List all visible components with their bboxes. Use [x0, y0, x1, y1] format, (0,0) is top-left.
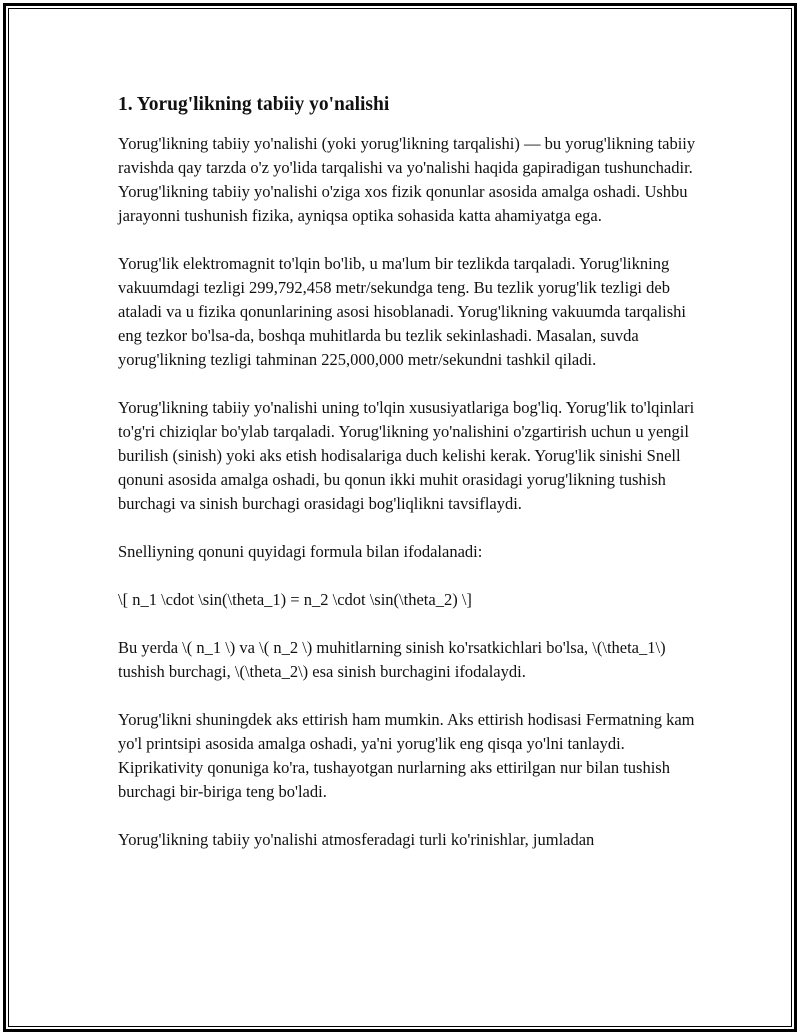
document-body — [118, 92, 698, 876]
paragraph-formula-explanation: Bu yerda \( n_1 \) va \( n_2 \) muhitlarning sinish ko'rsatkichlari bo'lsa, \(\theta_1\) tushish burchagi, \(\theta_2\) esa sinish burchagini ifodalaydi. — [118, 638, 666, 681]
paragraph-light-speed: Yorug'lik elektromagnit to'lqin bo'lib, u ma'lum bir tezlikda tarqaladi. Yorug'likning vakuumdagi tezligi 299,792,458 metr/sekundga teng. Bu tezlik yorug'lik tezligi deb ataladi va u fizika qonunlarining asosi hisoblanadi. Yorug'likning vakuumda tarqalishi eng tezkor bo'lsa-da, boshqa muhitlarda bu tezlik sekinlashadi. Masalan, suvda yorug'likning tezligi tahminan 225,000,000 metr/sekundni tashkil qiladi. — [118, 254, 687, 369]
paragraph-reflection: Yorug'likni shuningdek aks ettirish ham mumkin. Aks ettirish hodisasi Fermatning kam yo'l printsipi asosida amalga oshadi, ya'ni yorug'lik eng qisqa yo'lni tanlaydi. Kiprikativity qonuniga ko'ra, tushayotgan nurlarning aks ettirilgan nur bilan tushish burchagi bir-biriga teng bo'ladi. — [118, 710, 695, 801]
section-heading: 1. Yorug'likning tabiiy yo'nalishi — [118, 94, 390, 115]
paragraph-intro: Yorug'likning tabiiy yo'nalishi (yoki yorug'likning tarqalishi) — bu yorug'likning tabiiy ravishda qay tarzda o'z yo'lida tarqalishi va yo'nalishi haqida gapiradigan tushunchadir. Yorug'likning tabiiy yo'nalishi o'ziga xos fizik qonunlar asosida amalga oshadi. Ushbu jarayonni tushunish fizika, ayniqsa optika sohasida katta ahamiyatga ega. — [118, 134, 696, 225]
paragraph-snell-intro: Snelliyning qonuni quyidagi formula bilan ifodalanadi: — [118, 542, 483, 561]
paragraph-wave-properties: Yorug'likning tabiiy yo'nalishi uning to'lqin xususiyatlariga bog'liq. Yorug'lik to'lqinlari to'g'ri chiziqlar bo'ylab tarqaladi. Yorug'likning yo'nalishini o'zgartirish uchun u yengil burilish (sinish) yoki aks etish hodisalariga duch kelishi kerak. Yorug'lik sinishi Snell qonuni asosida amalga oshadi, bu qonun ikki muhit orasidagi yorug'likning tushish burchagi va sinish burchagi orasidagi bog'liqlikni tavsiflaydi. — [118, 398, 695, 513]
paragraph-formula: \[ n_1 \cdot \sin(\theta_1) = n_2 \cdot \sin(\theta_2) \] — [118, 590, 472, 609]
paragraph-atmosphere: Yorug'likning tabiiy yo'nalishi atmosferadagi turli ko'rinishlar, jumladan — [118, 830, 595, 849]
